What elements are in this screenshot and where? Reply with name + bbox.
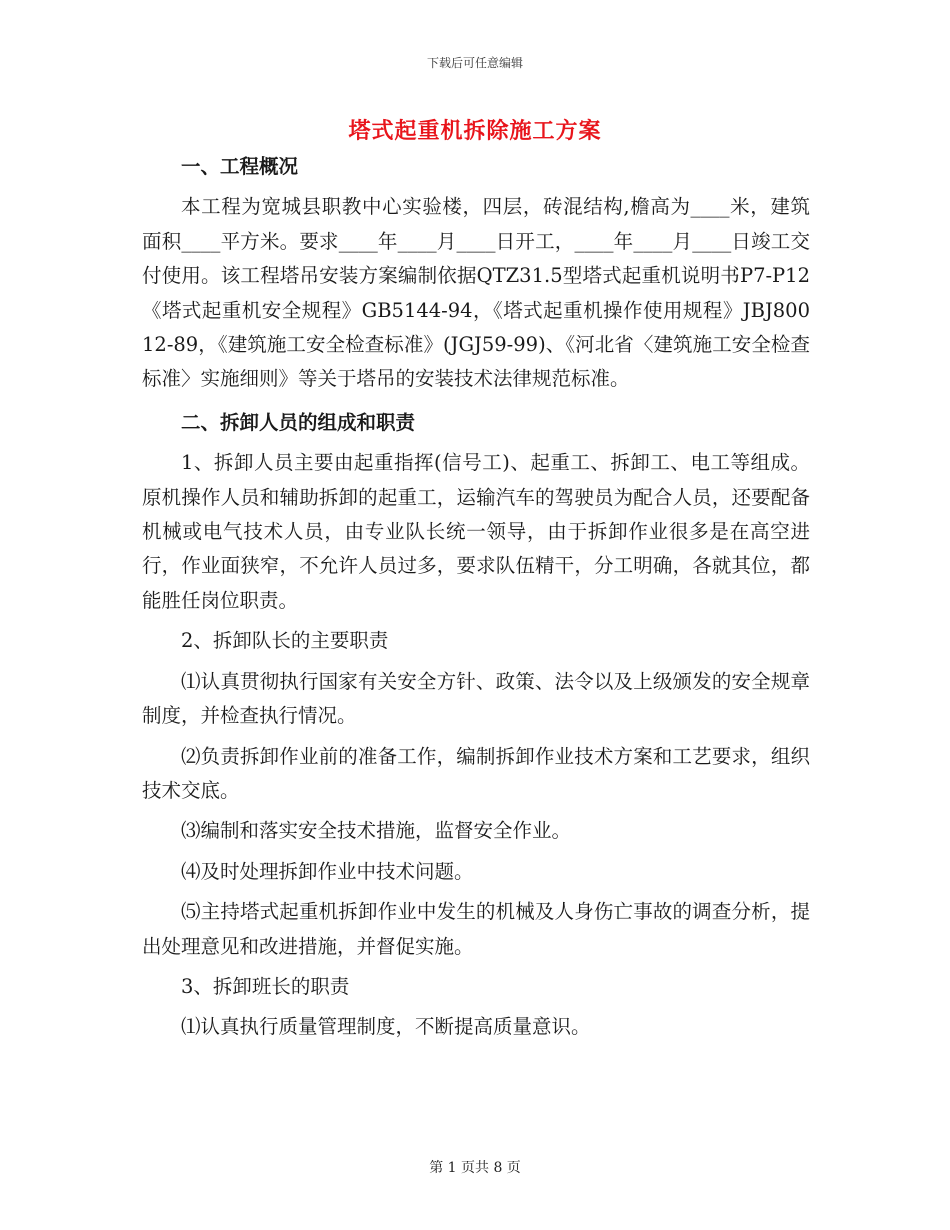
- paragraph-leader-duty-3: ⑶编制和落实安全技术措施，监督安全作业。: [181, 819, 572, 843]
- paragraph-leader-duty-1: ⑴认真贯彻执行国家有关安全方针、政策、法令以及上级颁发的安全规章制度，并检查执行情况。: [142, 669, 810, 728]
- header-note: 下载后可任意编辑: [426, 56, 523, 70]
- section-heading-overview: 一、工程概况: [181, 155, 299, 178]
- paragraph-overview: 本工程为宽城县职教中心实验楼，四层，砖混结构,檐高为____米，建筑面积____平方米。要求____年____月____日开工，____年____月____日竣工交付使用。该工程塔吊安装方案编制依据QTZ31.5型塔式起重机说明书P7-P12《塔式起重机安全规程》GB5144-94，《塔式起重机操作使用规程》JBJ80012-89，《建筑施工安全检查标准》(JGJ59-99)、《河北省〈建筑施工安全检查标准〉实施细则》等关于塔吊的安装技术法律规范标准。: [142, 195, 810, 391]
- paragraph-leader-duty-2: ⑵负责拆卸作业前的准备工作，编制拆卸作业技术方案和工艺要求，组织技术交底。: [142, 744, 810, 802]
- paragraph-leader-duty-4: ⑷及时处理拆卸作业中技术问题。: [181, 859, 474, 883]
- paragraph-personnel-composition: 1、拆卸人员主要由起重指挥(信号工)、起重工、拆卸工、电工等组成。原机操作人员和辅助拆卸的起重工，运输汽车的驾驶员为配合人员，还要配备机械或电气技术人员，由专业队长统一领导，由于拆卸作业很多是在高空进行，作业面狭窄，不允许人员过多，要求队伍精干，分工明确，各就其位，都能胜任岗位职责。: [142, 451, 810, 612]
- document-body: [142, 150, 810, 1045]
- page-footer: 第 1 页共 8 页: [429, 1160, 521, 1176]
- section-heading-personnel: 二、拆卸人员的组成和职责: [181, 410, 416, 434]
- paragraph-leader-duty-5: ⑸主持塔式起重机拆卸作业中发生的机械及人身伤亡事故的调查分析，提出处理意见和改进措施，并督促实施。: [142, 900, 810, 958]
- document-title: 塔式起重机拆除施工方案: [348, 118, 602, 144]
- paragraph-leader-duties-title: 2、拆卸队长的主要职责: [181, 629, 389, 653]
- paragraph-foreman-duty-1: ⑴认真执行质量管理制度，不断提高质量意识。: [181, 1015, 591, 1039]
- paragraph-foreman-duties-title: 3、拆卸班长的职责: [181, 974, 350, 998]
